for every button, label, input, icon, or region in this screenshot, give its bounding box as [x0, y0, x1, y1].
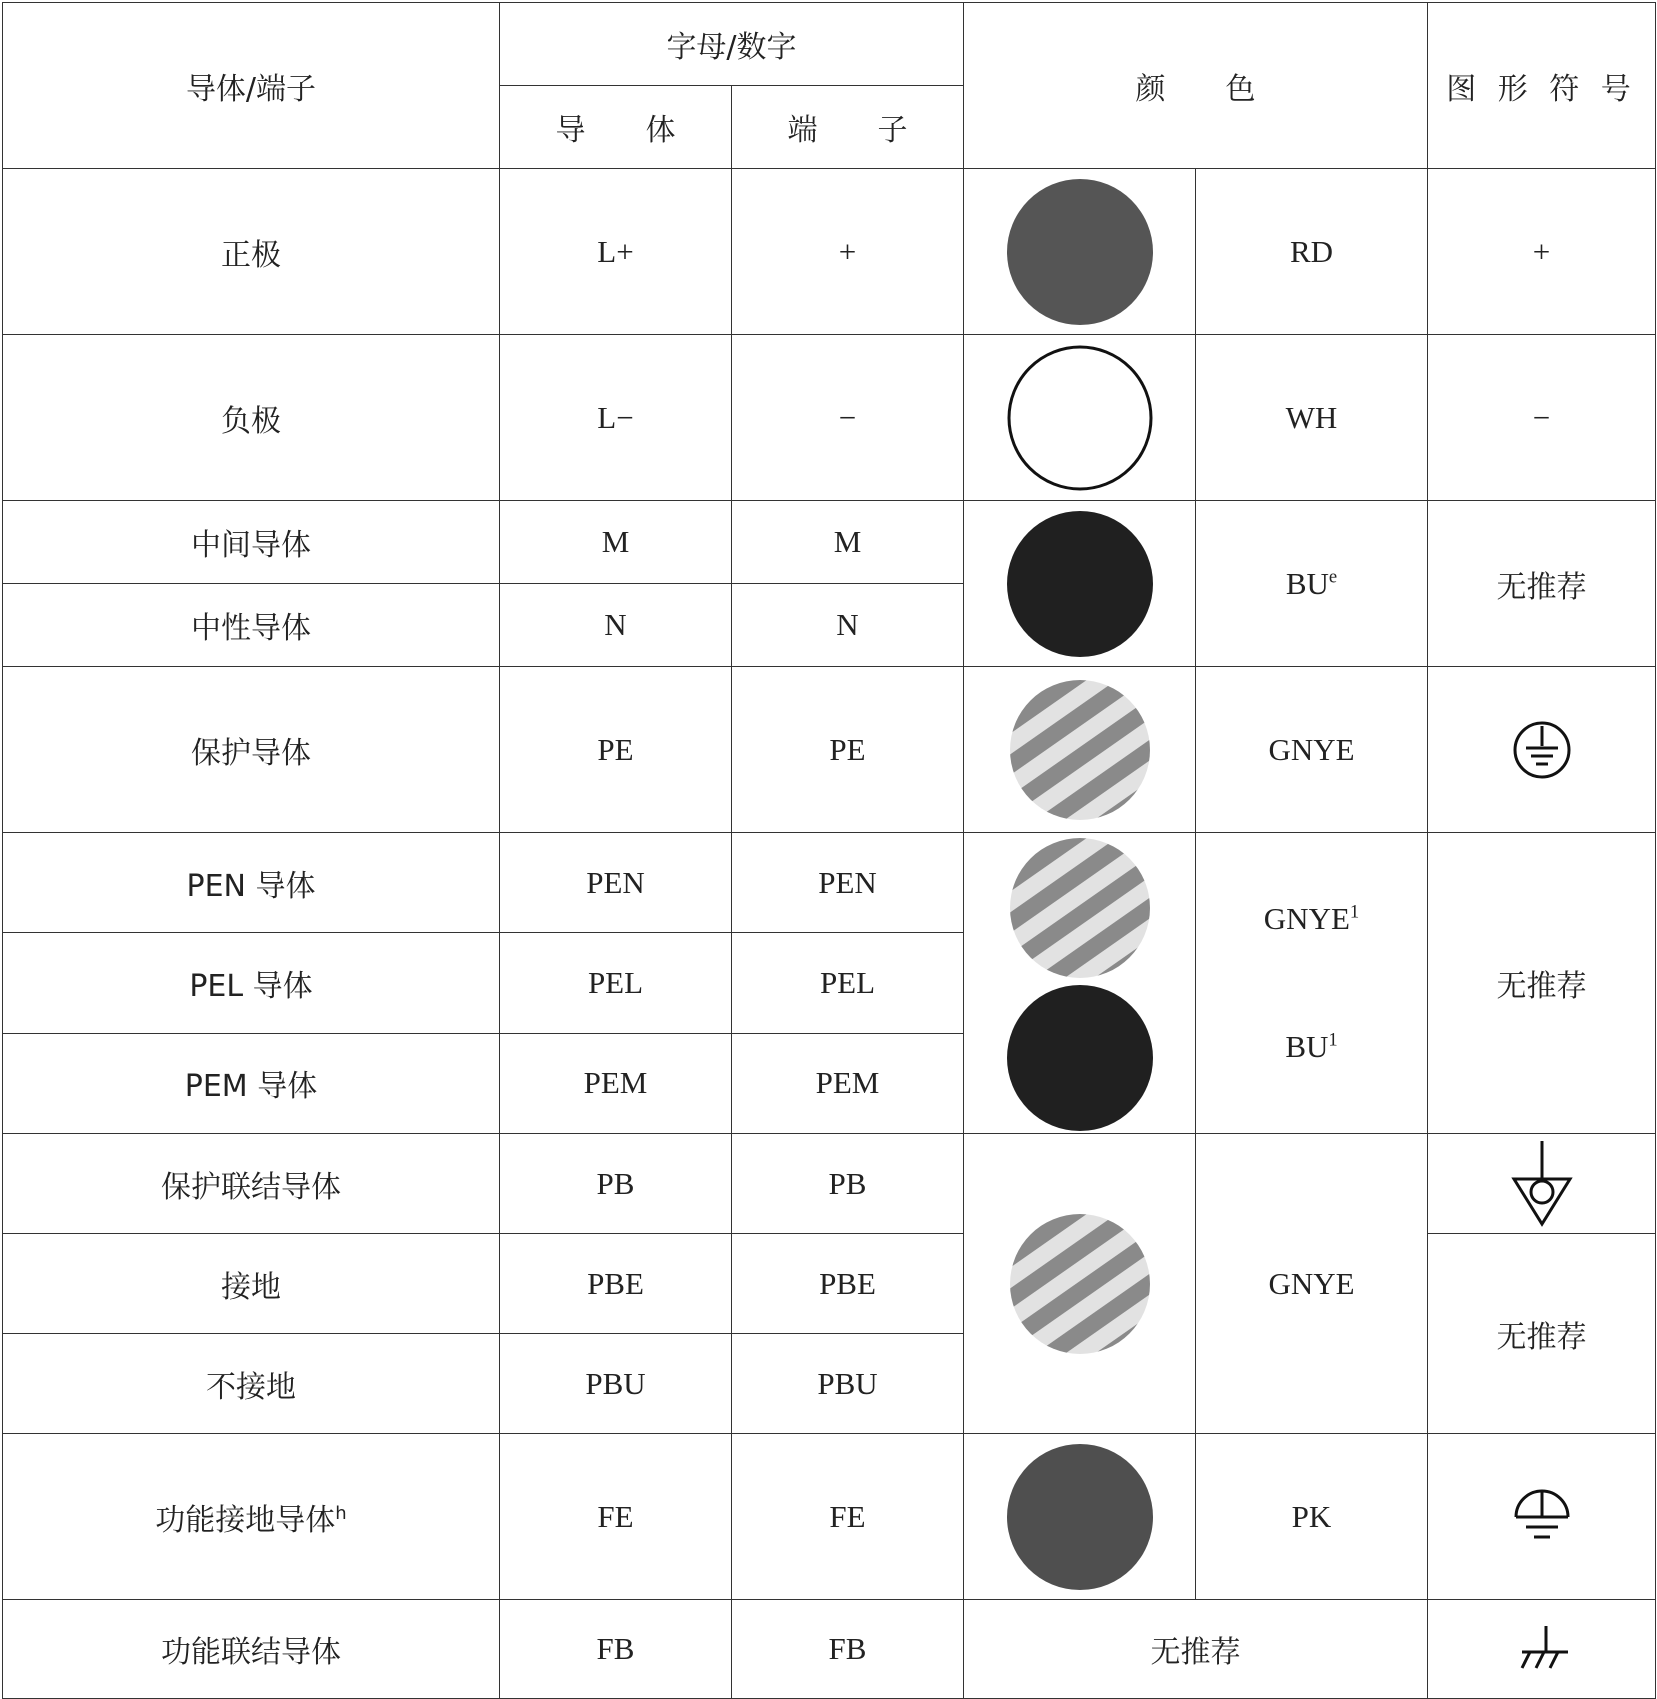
conductor-letter: PEM	[500, 1033, 732, 1133]
color-swatch-cell	[964, 335, 1196, 501]
terminal-letter: PB	[732, 1134, 964, 1234]
table-row-negative	[3, 335, 1656, 501]
header-conductor-terminal: 导体/端子	[3, 3, 500, 169]
header-graphic-symbol: 图 形 符 号	[1428, 3, 1656, 169]
conductor-name: 中间导体	[3, 501, 500, 584]
conductor-name: PEL 导体	[3, 933, 500, 1033]
functional-earth-icon	[1510, 1487, 1574, 1547]
green-yellow-color-swatch	[1005, 833, 1155, 983]
table-row-mid	[3, 501, 1656, 584]
terminal-letter: +	[732, 169, 964, 335]
color-swatch-cell	[964, 1434, 1196, 1600]
pink-color-swatch	[1005, 1442, 1155, 1592]
conductor-name: 保护导体	[3, 667, 500, 833]
color-swatch-cell	[964, 667, 1196, 833]
graphic-symbol: 无推荐	[1428, 1234, 1656, 1434]
header-sub-conductor: 导 体	[500, 86, 732, 169]
color-swatch-cell	[964, 501, 1196, 667]
conductor-letter: PBE	[500, 1234, 732, 1334]
conductor-letter: M	[500, 501, 732, 584]
color-code: PK	[1196, 1434, 1428, 1600]
conductor-letter: FB	[500, 1600, 732, 1699]
table-row-pen	[3, 833, 1656, 933]
conductor-name: 正极	[3, 169, 500, 335]
green-yellow-color-swatch	[1005, 1209, 1155, 1359]
protective-bonding-icon	[1507, 1139, 1577, 1229]
red-color-swatch	[1005, 177, 1155, 327]
table-row-pe	[3, 667, 1656, 833]
table-row-fb	[3, 1600, 1656, 1699]
color-code	[1196, 501, 1428, 667]
footnote-marker: e	[1328, 566, 1338, 588]
conductor-letter: PE	[500, 667, 732, 833]
terminal-letter: PE	[732, 667, 964, 833]
color-code: RD	[1196, 169, 1428, 335]
conductor-letter: L+	[500, 169, 732, 335]
terminal-letter: M	[732, 501, 964, 584]
green-yellow-color-swatch	[1005, 675, 1155, 825]
color-swatch-cell	[964, 833, 1196, 1134]
conductor-name	[3, 1434, 500, 1600]
conductor-letter: PBU	[500, 1334, 732, 1434]
color-code-text: BU	[1285, 1029, 1329, 1064]
color-code: GNYE	[1196, 667, 1428, 833]
conductor-letter: PB	[500, 1134, 732, 1234]
graphic-symbol: 无推荐	[1428, 501, 1656, 667]
terminal-letter: PEM	[732, 1033, 964, 1133]
color-code-text: GNYE	[1263, 901, 1350, 936]
color-code: WH	[1196, 335, 1428, 501]
footnote-marker: 1	[1349, 901, 1360, 923]
terminal-letter: FB	[732, 1600, 964, 1699]
terminal-letter: PBU	[732, 1334, 964, 1434]
conductor-name: 负极	[3, 335, 500, 501]
conductor-name: 功能联结导体	[3, 1600, 500, 1699]
terminal-letter: PEN	[732, 833, 964, 933]
color-code-text: BU	[1285, 565, 1329, 601]
terminal-letter: PBE	[732, 1234, 964, 1334]
footnote-marker: h	[335, 1502, 347, 1524]
conductor-name: PEM 导体	[3, 1033, 500, 1133]
color-swatch-cell	[964, 1134, 1196, 1434]
conductor-name: PEN 导体	[3, 833, 500, 933]
graphic-symbol: 无推荐	[1428, 833, 1656, 1134]
header-color: 颜 色	[964, 3, 1428, 169]
conductor-letter: FE	[500, 1434, 732, 1600]
conductor-identification-table	[2, 2, 1656, 1699]
color-code: GNYE	[1196, 1134, 1428, 1434]
terminal-letter: −	[732, 335, 964, 501]
header-sub-terminal: 端 子	[732, 86, 964, 169]
functional-bonding-icon	[1512, 1624, 1572, 1674]
conductor-name: 接地	[3, 1234, 500, 1334]
graphic-symbol: +	[1428, 169, 1656, 335]
conductor-letter: PEN	[500, 833, 732, 933]
footnote-marker: 1	[1328, 1029, 1338, 1051]
graphic-symbol	[1428, 1434, 1656, 1600]
protective-earth-icon	[1510, 718, 1574, 782]
conductor-name: 不接地	[3, 1334, 500, 1434]
conductor-letter: PEL	[500, 933, 732, 1033]
table-row-fe	[3, 1434, 1656, 1600]
graphic-symbol: −	[1428, 335, 1656, 501]
color-code: 无推荐	[964, 1600, 1428, 1699]
conductor-letter: N	[500, 584, 732, 667]
terminal-letter: FE	[732, 1434, 964, 1600]
graphic-symbol	[1428, 667, 1656, 833]
graphic-symbol	[1428, 1134, 1656, 1234]
table-row-pb	[3, 1134, 1656, 1234]
conductor-name: 中性导体	[3, 584, 500, 667]
table-row-positive	[3, 169, 1656, 335]
terminal-letter: N	[732, 584, 964, 667]
white-color-swatch	[1005, 343, 1155, 493]
conductor-name: 保护联结导体	[3, 1134, 500, 1234]
conductor-letter: L−	[500, 335, 732, 501]
blue-color-swatch	[1005, 509, 1155, 659]
conductor-name-text: 功能接地导体	[155, 1502, 336, 1538]
color-swatch-cell	[964, 169, 1196, 335]
graphic-symbol	[1428, 1600, 1656, 1699]
header-letter-number: 字母/数字	[500, 3, 964, 86]
terminal-letter: PEL	[732, 933, 964, 1033]
blue-color-swatch	[1005, 983, 1155, 1133]
color-code	[1196, 833, 1428, 1134]
